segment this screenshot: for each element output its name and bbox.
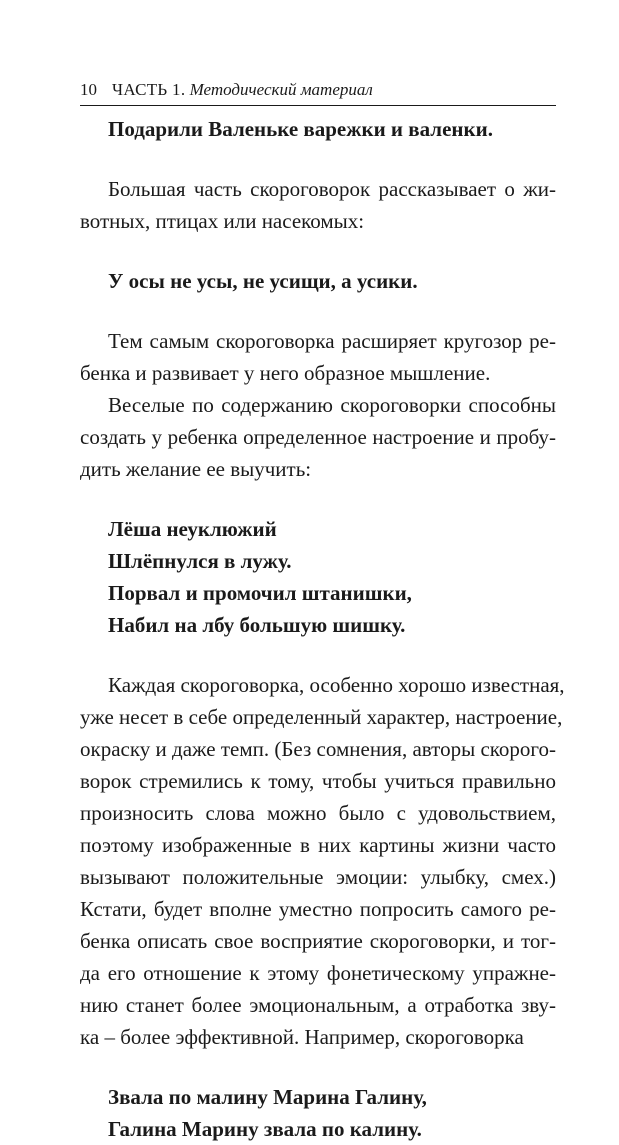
spacer [80, 641, 556, 669]
paragraph-line: вотных, птицах или насекомых: [80, 209, 365, 233]
paragraph-line: поэтому изображенные в них картины жизни часто [80, 833, 556, 857]
paragraph-line: вызывают положительные эмоции: улыбку, смех.) [80, 865, 556, 889]
tongue-twister: У осы не усы, не усищи, а усики. [108, 269, 418, 293]
paragraph-line: Кстати, будет вполне уместно попросить самого ре- [80, 897, 556, 921]
running-header [80, 80, 556, 104]
paragraph-line: Каждая скороговорка, особенно хорошо известная, [108, 673, 565, 697]
poem-line: Набил на лбу большую шишку. [108, 613, 406, 637]
spacer [80, 145, 556, 173]
paragraph-line: уже несет в себе определенный характер, настроение, [80, 705, 563, 729]
tongue-twister-line: Звала по малину Марина Галину, [108, 1085, 427, 1109]
paragraph-line: бенка и развивает у него образное мышление. [80, 361, 491, 385]
paragraph-line: создать у ребенка определенное настроение и пробу- [80, 425, 556, 449]
paragraph-line: ка – более эффективной. Например, скороговорка [80, 1025, 524, 1049]
poem-line: Лёша неуклюжий [108, 517, 277, 541]
paragraph-line: да его отношение к этому фонетическому упражне- [80, 961, 556, 985]
paragraph-line: произносить слова можно было с удовольствием, [80, 801, 556, 825]
paragraph-line: нию станет более эмоциональным, а отработка зву- [80, 993, 556, 1017]
page-body [80, 113, 565, 1145]
paragraph-line: ворок стремились к тому, чтобы учиться правильно [80, 769, 556, 793]
paragraph-line: дить желание ее выучить: [80, 457, 312, 481]
tongue-twister: Подарили Валеньке варежки и валенки. [108, 117, 493, 141]
header-rule [80, 105, 556, 106]
spacer [80, 1053, 556, 1081]
section-title: Методический материал [189, 80, 373, 99]
spacer [80, 485, 556, 513]
paragraph-line: окраску и даже темп. (Без сомнения, авторы скорого- [80, 737, 556, 761]
paragraph-line: Тем самым скороговорка расширяет кругозор ре- [108, 329, 556, 353]
paragraph-line: Веселые по содержанию скороговорки способны [108, 393, 556, 417]
paragraph-line: Большая часть скороговорок рассказывает о жи- [108, 177, 556, 201]
spacer [80, 297, 556, 325]
poem-line: Порвал и промочил штанишки, [108, 581, 412, 605]
tongue-twister-line: Галина Марину звала по калину. [108, 1117, 422, 1141]
page-number: 10 [80, 80, 97, 99]
poem-line: Шлёпнулся в лужу. [108, 549, 292, 573]
part-label: ЧАСТЬ 1. [112, 80, 186, 99]
spacer [80, 237, 556, 265]
paragraph-line: бенка описать свое восприятие скороговорки, и тог- [80, 929, 556, 953]
